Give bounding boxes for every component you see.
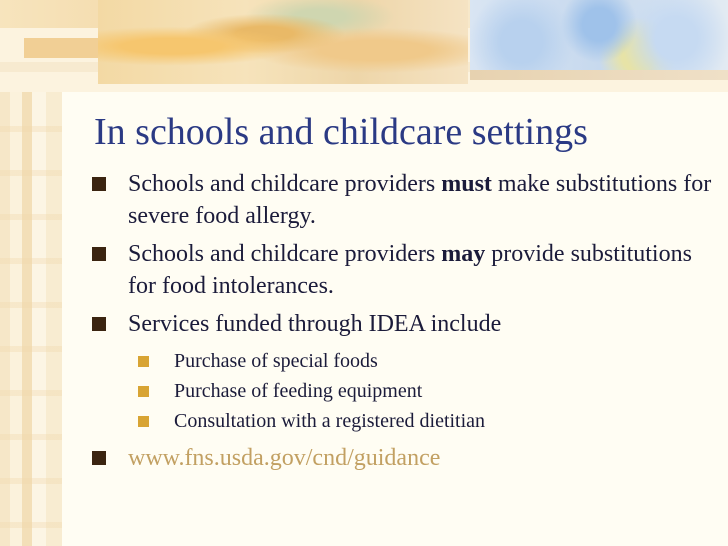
square-bullet-icon [92,451,106,465]
bullet-item-must: Schools and childcare providers must make substitutions for severe food allergy. [92,168,712,232]
square-bullet-icon [92,317,106,331]
small-square-bullet-icon [138,356,149,367]
emphasis-must: must [441,171,492,197]
square-bullet-icon [92,247,106,261]
top-decorative-band [0,0,728,92]
guidance-link[interactable]: www.fns.usda.gov/cnd/guidance [128,445,441,471]
sub-bullet-list [92,346,712,436]
autumn-leaves-decoration [98,0,468,84]
small-square-bullet-icon [138,416,149,427]
sub-bullet-item: Consultation with a registered dietitian [92,406,712,436]
bullet-item-may: Schools and childcare providers may provide substitutions for food intolerances. [92,238,712,302]
small-square-bullet-icon [138,386,149,397]
bullet-item-link [92,442,712,474]
sub-bullet-item: Purchase of special foods [92,346,712,376]
slide-title: In schools and childcare settings [94,111,588,153]
bullet-item-idea: Services funded through IDEA include [92,308,712,340]
bullet-list [92,168,712,480]
emphasis-may: may [441,241,486,267]
sub-bullet-item: Purchase of feeding equipment [92,376,712,406]
blue-flowers-decoration [470,0,728,70]
square-bullet-icon [92,177,106,191]
